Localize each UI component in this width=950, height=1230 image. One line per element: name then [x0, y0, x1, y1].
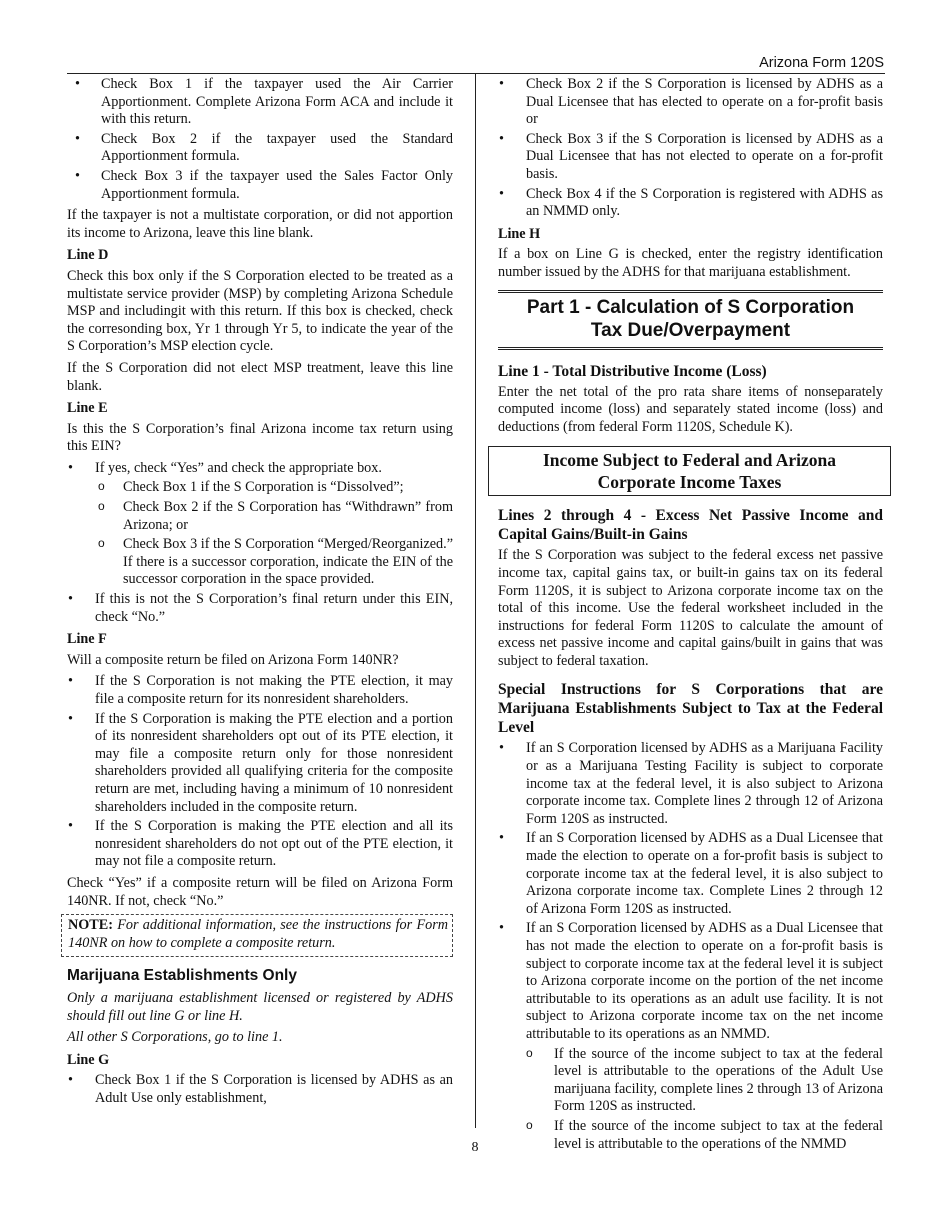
form-title: Arizona Form 120S — [759, 55, 884, 71]
paragraph: Enter the net total of the pro rata share items of nonseparately computed income (loss) and separately stated income (loss) and deductions (from federal Form 1120S, Schedule K). — [498, 383, 883, 435]
line-f-heading: Line F — [67, 631, 107, 648]
apportionment-bullets — [67, 76, 453, 203]
page-number: 8 — [471, 1140, 479, 1155]
right-column — [498, 76, 883, 1157]
income-box-line1: Income Subject to Federal and Arizona — [542, 450, 837, 471]
list-item: • If an S Corporation licensed by ADHS as a Marijuana Facility or as a Marijuana Testing Facility is subject to corporate income tax at the federal level, it is also subject to Arizona corporate income tax. Complete lines 2 through 12 of Arizona Form 120S as instructed. — [498, 740, 883, 828]
list-item: • If an S Corporation licensed by ADHS as a Dual Licensee that has not made the election to operate on a for-profit basis is subject to corporate income tax at the federal level it is subject to Arizona corporate income on the portion of the net income attributable to its operations as an adult use facility. It is not subject to Arizona corporate income tax on the net income attributable to its operations as an NMMD. — [498, 920, 883, 1043]
line-g-bullets-continued — [498, 76, 883, 221]
list-item: • If the S Corporation is making the PTE election and a portion of its nonresident shareholders opt out of its PTE election, it may file a composite return only for those nonresident shareholders provided all qualifying criteria for the composite return are met, including having a minimum of 10 nonresident shareholders included in the composite return. — [67, 711, 453, 817]
paragraph: Only a marijuana establishment licensed or registered by ADHS should fill out line G or line H. — [67, 989, 453, 1024]
list-item: • Check Box 2 if the taxpayer used the Standard Apportionment formula. — [67, 131, 453, 166]
line-g-heading: Line G — [67, 1051, 110, 1068]
line-1-heading: Line 1 - Total Distributive Income (Loss) — [498, 362, 767, 380]
list-item: • If this is not the S Corporation’s final return under this EIN, check “No.” — [67, 591, 453, 626]
list-item: • Check Box 4 if the S Corporation is registered with ADHS as an NMMD only. — [498, 186, 883, 221]
left-column — [67, 76, 453, 1111]
part-1-title-line2: Tax Due/Overpayment — [590, 319, 791, 341]
list-item: • Check Box 3 if the S Corporation is licensed by ADHS as a Dual Licensee that has not elected to operate on a for-profit basis. — [498, 131, 883, 184]
paragraph: Is this the S Corporation’s final Arizona income tax return using this EIN? — [67, 420, 453, 455]
column-divider — [475, 73, 476, 1128]
line-h-heading: Line H — [498, 225, 541, 242]
sub-list-item: o If the source of the income subject to tax at the federal level is attributable to the operations of the Adult Use marijuana facility, complete lines 2 through 13 of Arizona Form 120S as instructed. — [498, 1046, 883, 1116]
sub-list-item: o If the source of the income subject to tax at the federal level is attributable to the operations of the NMMD — [498, 1118, 883, 1153]
part-1-heading — [498, 290, 883, 350]
note-label: NOTE: — [68, 917, 113, 934]
list-item: • Check Box 1 if the taxpayer used the Air Carrier Apportionment. Complete Arizona Form ACA and include it with this return. — [67, 76, 453, 129]
marijuana-heading: Marijuana Establishments Only — [67, 967, 297, 985]
list-item: • If an S Corporation licensed by ADHS as a Dual Licensee that made the election to operate on a for-profit basis is subject to corporate income tax at the federal level, it is also subject to Arizona corporate income tax. Complete Lines 2 through 12 of Arizona Form 120S as instructed. — [498, 830, 883, 918]
paragraph: If the taxpayer is not a multistate corporation, or did not apportion its income to Arizona, leave this line blank. — [67, 207, 453, 241]
paragraph: If the S Corporation did not elect MSP treatment, leave this line blank. — [67, 359, 453, 394]
line-d-heading: Line D — [67, 247, 109, 264]
paragraph: If the S Corporation was subject to the federal excess net passive income tax, capital gains tax, or built-in gains tax on its federal Form 1120S, it is subject to Arizona corporate income tax on the total of this income. Use the federal worksheet included in the instructions for federal Form 1120S to calculate the amount of excess net passive income and capital gains/built in gains that was subject to federal taxation. — [498, 547, 883, 669]
note-box — [61, 914, 453, 957]
list-item: • If the S Corporation is not making the PTE election, it may file a composite return for its nonresident shareholders. — [67, 673, 453, 708]
list-item: • Check Box 1 if the S Corporation is licensed by ADHS as an Adult Use only establishment, — [67, 1072, 453, 1107]
header-rule — [67, 73, 885, 74]
note-text: For additional information, see the instructions for Form 140NR on how to complete a composite return. — [68, 917, 448, 951]
paragraph: If a box on Line G is checked, enter the registry identification number issued by the ADHS for that marijuana establishment. — [498, 246, 883, 280]
line-e-bullets — [67, 460, 453, 626]
line-f-bullets — [67, 673, 453, 871]
income-box-line2: Corporate Income Taxes — [597, 472, 782, 493]
paragraph: Check this box only if the S Corporation elected to be treated as a multistate service provider (MSP) by completing Arizona Schedule MSP and includingit with this return. If this box is checked, check the corresonding box, Yr 1 through Yr 5, to indicate the year of the S Corporation’s MSP election cycle. — [67, 267, 453, 355]
special-instructions-bullets — [498, 740, 883, 1153]
list-item: • If yes, check “Yes” and check the appropriate box. — [67, 460, 453, 478]
sub-list-item: o Check Box 1 if the S Corporation is “Dissolved”; — [67, 479, 453, 497]
part-1-title-line1: Part 1 - Calculation of S Corporation — [526, 296, 855, 318]
lines-2-4-heading: Lines 2 through 4 - Excess Net Passive Income and Capital Gains/Built-in Gains — [498, 507, 883, 544]
sub-list-item: o Check Box 2 if the S Corporation has “Withdrawn” from Arizona; or — [67, 499, 453, 534]
list-item: • Check Box 2 if the S Corporation is licensed by ADHS as a Dual Licensee that has elected to operate on a for-profit basis or — [498, 76, 883, 129]
paragraph: Will a composite return be filed on Arizona Form 140NR? — [67, 651, 399, 668]
line-e-heading: Line E — [67, 400, 108, 417]
special-instructions-heading: Special Instructions for S Corporations that are Marijuana Establishments Subject to Tax at the Federal Level — [498, 681, 883, 737]
paragraph: Check “Yes” if a composite return will be filed on Arizona Form 140NR. If not, check “No.” — [67, 874, 453, 909]
list-item: • If the S Corporation is making the PTE election and all its nonresident shareholders do not opt out of the PTE election, it may not file a composite return. — [67, 818, 453, 871]
sub-list-item: o Check Box 3 if the S Corporation “Merged/Reorganized.” If there is a successor corporation, indicate the EIN of the successor corporation in the space provided. — [67, 536, 453, 589]
paragraph: All other S Corporations, go to line 1. — [67, 1029, 283, 1046]
line-g-bullets — [67, 1072, 453, 1107]
income-subject-heading — [488, 446, 891, 496]
list-item: • Check Box 3 if the taxpayer used the Sales Factor Only Apportionment formula. — [67, 168, 453, 203]
